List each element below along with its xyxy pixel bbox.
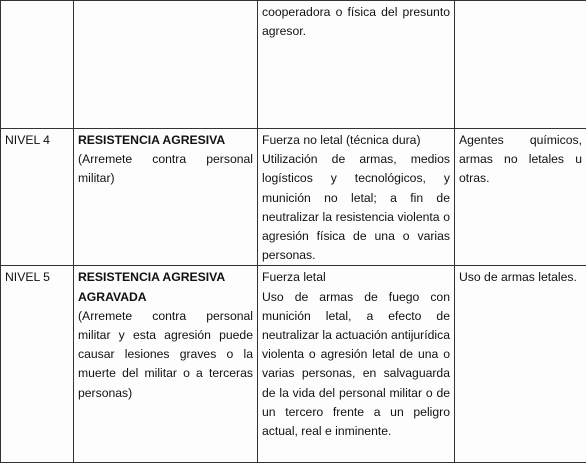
force-description: Uso de armas de fuego con munición letal, a efecto de neutralizar la actuación antijurídica violenta o agresión letal de una o varias personas, en salvaguarda de la vida del personal militar o de un tercero frente a un peligro actual, real e inminente.	[262, 288, 450, 442]
level-cell	[1, 266, 74, 463]
resistance-description: (Arremete contra personal militar y esta agresión puede causar lesiones graves o la muerte del militar o a terceras personas)	[78, 307, 253, 403]
weapons-text: Uso de armas letales.	[459, 268, 582, 287]
weapons-cell	[455, 1, 586, 129]
table-row	[1, 266, 586, 463]
resistance-cell	[74, 1, 258, 129]
weapons-text: Agentes químicos, armas no letales u otras.	[459, 131, 582, 189]
weapons-cell	[455, 129, 586, 266]
resistance-cell	[74, 266, 258, 463]
force-cell	[258, 266, 455, 463]
resistance-description: (Arremete contra personal militar)	[78, 150, 253, 188]
resistance-title: RESISTENCIA AGRESIVA	[78, 131, 253, 150]
table-row	[1, 129, 586, 266]
force-title: Fuerza letal	[262, 268, 450, 287]
level-cell	[1, 129, 74, 266]
resistance-cell	[74, 129, 258, 266]
level-label: NIVEL 4	[5, 133, 50, 147]
table-row	[1, 1, 586, 129]
force-description: cooperadora o física del presunto agresor.	[262, 3, 450, 41]
force-cell	[258, 1, 455, 129]
weapons-cell	[455, 266, 586, 463]
force-title: Fuerza no letal (técnica dura)	[262, 131, 450, 150]
level-label: NIVEL 5	[5, 270, 50, 284]
level-cell	[1, 1, 74, 129]
force-cell	[258, 129, 455, 266]
resistance-title: RESISTENCIA AGRESIVA AGRAVADA	[78, 268, 253, 306]
force-description: Utilización de armas, medios logísticos y tecnológicos, y munición no letal; a fin de neutralizar la resistencia violenta o agresión física de una o varias personas.	[262, 150, 450, 265]
